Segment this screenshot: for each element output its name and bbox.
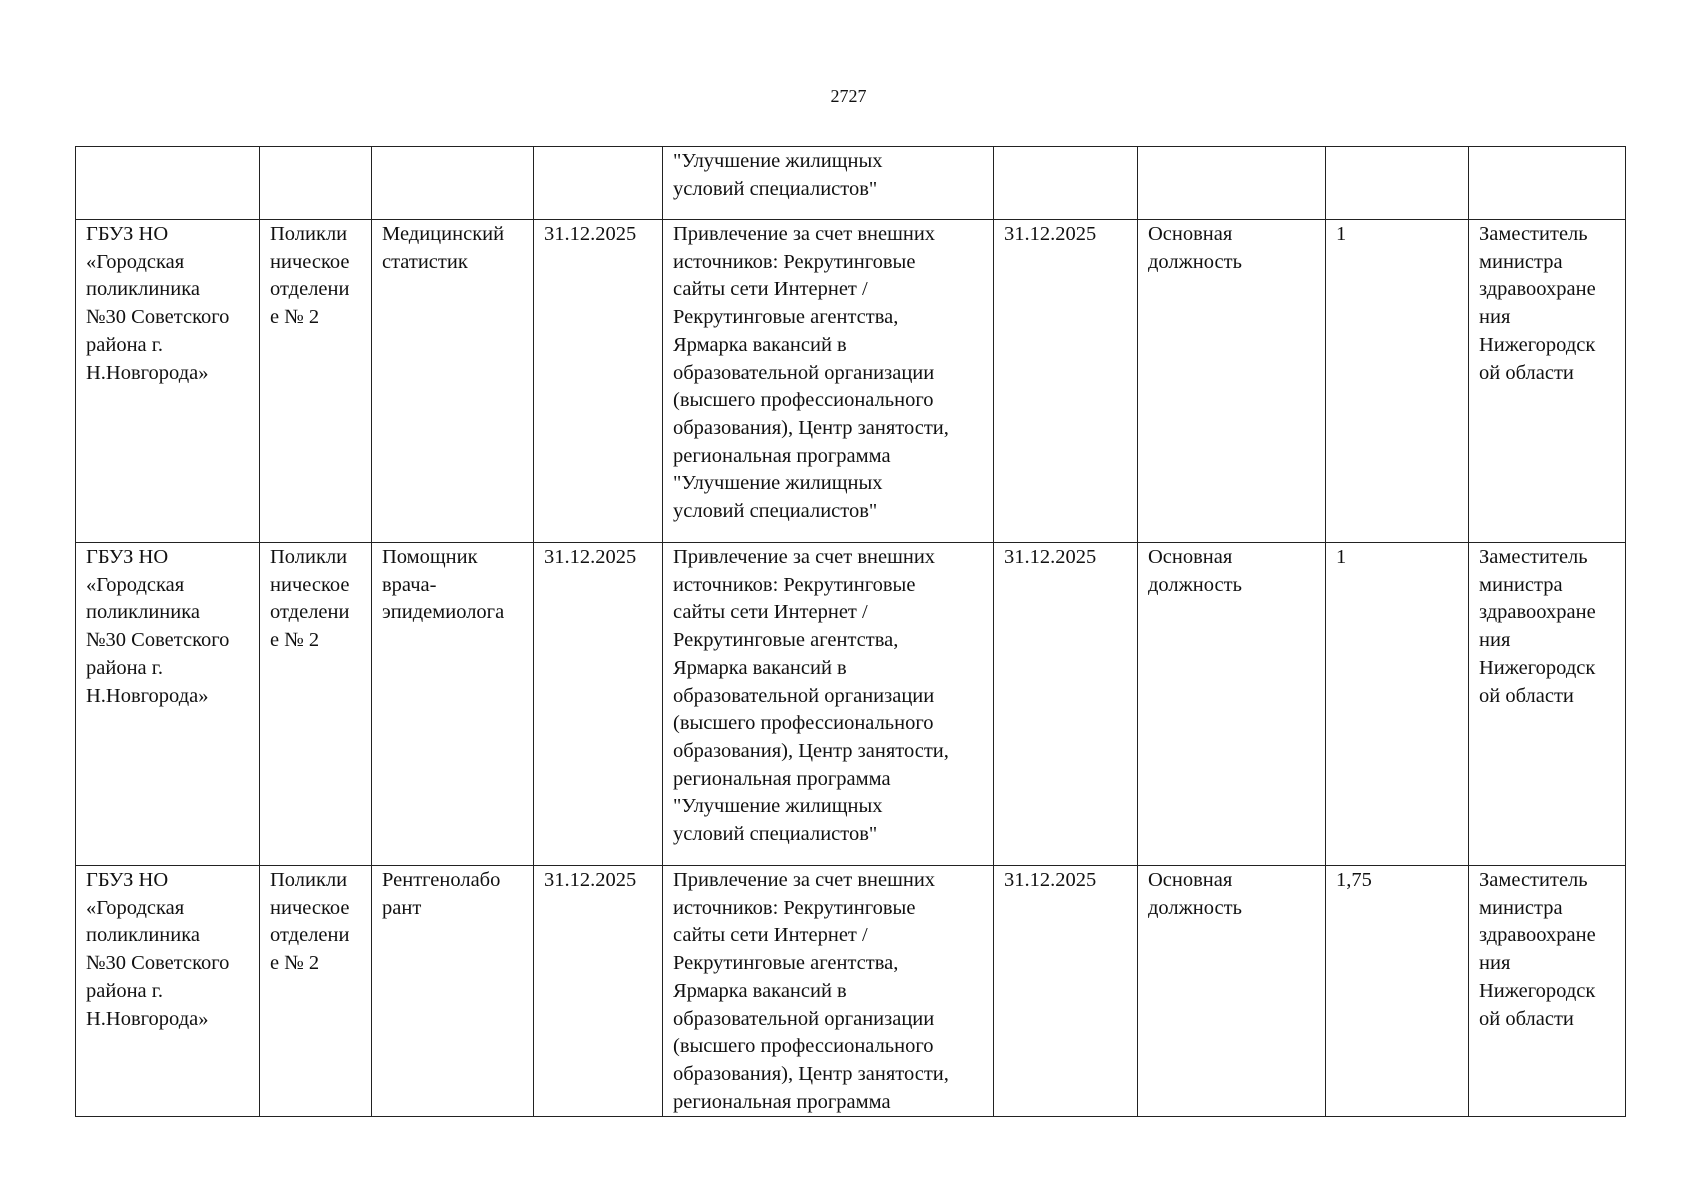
cell-position <box>372 866 534 1117</box>
cell-job-type-content <box>1148 867 1315 1116</box>
measures-line: Ярмарка вакансий в <box>673 333 847 356</box>
organization-line: района г. <box>86 333 163 356</box>
cell-date <box>994 220 1138 543</box>
responsible-line: ния <box>1479 952 1511 975</box>
measures-line: Рекрутинговые агентства, <box>673 629 899 652</box>
measures-line: региональная программа <box>673 1090 891 1113</box>
measures-line: образования), Центр занятости, <box>673 416 949 439</box>
position-line: статистик <box>382 250 468 273</box>
rate-value: 1 <box>1336 223 1347 245</box>
cell-rate-content <box>1336 867 1458 1116</box>
cell-job-type-content <box>1148 221 1315 276</box>
cell-rate-content <box>1336 221 1458 249</box>
cell-measures-content <box>673 221 983 526</box>
cell-department-content <box>270 544 361 655</box>
cell-deadline <box>534 220 663 543</box>
cell-measures-content <box>673 867 983 1116</box>
cell-responsible <box>1469 220 1626 543</box>
measures-line: сайты сети Интернет / <box>673 278 868 301</box>
organization-line: №30 Советского <box>86 306 230 329</box>
measures-line: условий специалистов" <box>673 823 878 846</box>
job-type-line: Основная <box>1148 869 1233 891</box>
responsible-line: здравоохране <box>1479 924 1596 947</box>
measures-line: Привлечение за счет внешних <box>673 223 936 245</box>
responsible-line: министра <box>1479 250 1563 273</box>
measures-line: (высшего профессионального <box>673 712 934 735</box>
measures-line: Ярмарка вакансий в <box>673 979 847 1002</box>
department-line: отделени <box>270 924 350 947</box>
responsible-line: ой области <box>1479 1007 1574 1030</box>
organization-line: ГБУЗ НО <box>86 869 169 891</box>
cell-measures <box>663 147 994 220</box>
responsible-line: Нижегородск <box>1479 656 1596 679</box>
cell-job-type <box>1138 147 1326 220</box>
position-line: Медицинский <box>382 223 505 245</box>
responsible-line: здравоохране <box>1479 601 1596 624</box>
cell-department-content <box>270 867 361 1116</box>
cell-deadline-content <box>544 544 652 572</box>
deadline-value: 31.12.2025 <box>544 546 637 568</box>
responsible-line: ой области <box>1479 361 1574 384</box>
job-type-line: должность <box>1148 250 1242 273</box>
measures-line: образовательной организации <box>673 361 935 384</box>
department-line: Поликли <box>270 869 348 891</box>
organization-line: ГБУЗ НО <box>86 223 169 245</box>
department-line: ническое <box>270 896 350 919</box>
table-row <box>76 543 1626 866</box>
cell-department <box>260 866 372 1117</box>
date-value: 31.12.2025 <box>1004 223 1097 245</box>
cell-organization-content <box>86 867 249 1116</box>
table-row-continuation <box>76 147 1626 220</box>
rate-value: 1,75 <box>1336 869 1372 891</box>
department-line: отделени <box>270 278 350 301</box>
job-type-line: Основная <box>1148 546 1233 568</box>
cell-job-type <box>1138 220 1326 543</box>
cell-deadline <box>534 866 663 1117</box>
job-type-line: должность <box>1148 573 1242 596</box>
cell-date-content <box>1004 221 1127 249</box>
cell-rate <box>1326 147 1469 220</box>
organization-line: «Городская <box>86 573 185 596</box>
organization-line: №30 Советского <box>86 952 230 975</box>
deadline-value: 31.12.2025 <box>544 223 637 245</box>
date-value: 31.12.2025 <box>1004 869 1097 891</box>
cell-measures <box>663 220 994 543</box>
measures-line: условий специалистов" <box>673 177 878 200</box>
measures-line: сайты сети Интернет / <box>673 601 868 624</box>
cell-position <box>372 147 534 220</box>
job-type-line: должность <box>1148 896 1242 919</box>
measures-line: условий специалистов" <box>673 500 878 523</box>
responsible-line: ния <box>1479 629 1511 652</box>
responsible-line: министра <box>1479 573 1563 596</box>
measures-line: сайты сети Интернет / <box>673 924 868 947</box>
responsible-line: ой области <box>1479 684 1574 707</box>
responsible-line: Заместитель <box>1479 869 1588 891</box>
cell-responsible-content <box>1479 867 1615 1116</box>
cell-job-type <box>1138 866 1326 1117</box>
position-line: Помощник <box>382 546 478 568</box>
cell-measures-content <box>673 544 983 849</box>
measures-line: Привлечение за счет внешних <box>673 546 936 568</box>
organization-line: поликлиника <box>86 924 201 947</box>
organization-line: Н.Новгорода» <box>86 684 209 707</box>
cell-responsible <box>1469 866 1626 1117</box>
measures-line: "Улучшение жилищных <box>673 472 883 495</box>
measures-line: источников: Рекрутинговые <box>673 250 916 273</box>
measures-line: Рекрутинговые агентства, <box>673 952 899 975</box>
department-line: отделени <box>270 601 350 624</box>
organization-line: поликлиника <box>86 278 201 301</box>
measures-line: региональная программа <box>673 444 891 467</box>
cell-date-content <box>1004 867 1127 1116</box>
organization-line: ГБУЗ НО <box>86 546 169 568</box>
responsible-line: ния <box>1479 306 1511 329</box>
position-line: эпидемиолога <box>382 601 505 624</box>
date-value: 31.12.2025 <box>1004 546 1097 568</box>
deadline-value: 31.12.2025 <box>544 869 637 891</box>
cell-date-content <box>1004 544 1127 572</box>
cell-deadline-content <box>544 221 652 249</box>
cell-responsible-content <box>1479 544 1615 710</box>
position-line: врача- <box>382 573 437 596</box>
cell-rate-content <box>1336 544 1458 572</box>
responsible-line: Заместитель <box>1479 546 1588 568</box>
organization-line: района г. <box>86 979 163 1002</box>
department-line: Поликли <box>270 223 348 245</box>
responsible-line: Нижегородск <box>1479 979 1596 1002</box>
department-line: Поликли <box>270 546 348 568</box>
cell-responsible-content <box>1479 221 1615 387</box>
position-line: Рентгенолабо <box>382 869 501 891</box>
responsible-line: Нижегородск <box>1479 333 1596 356</box>
organization-line: «Городская <box>86 250 185 273</box>
organization-line: поликлиника <box>86 601 201 624</box>
department-line: е № 2 <box>270 629 320 652</box>
cell-organization <box>76 543 260 866</box>
responsible-line: Заместитель <box>1479 223 1588 245</box>
cell-deadline <box>534 147 663 220</box>
cell-job-type-content <box>1148 544 1315 599</box>
table-row <box>76 220 1626 543</box>
measures-line: "Улучшение жилищных <box>673 795 883 818</box>
cell-position <box>372 543 534 866</box>
responsible-line: министра <box>1479 896 1563 919</box>
cell-date <box>994 543 1138 866</box>
cell-rate <box>1326 866 1469 1117</box>
department-line: е № 2 <box>270 306 320 329</box>
measures-line: (высшего профессионального <box>673 1035 934 1058</box>
cell-organization <box>76 147 260 220</box>
organization-line: Н.Новгорода» <box>86 1007 209 1030</box>
measures-line: (высшего профессионального <box>673 389 934 412</box>
cell-department <box>260 543 372 866</box>
cell-measures <box>663 543 994 866</box>
rate-value: 1 <box>1336 546 1347 568</box>
measures-line: образовательной организации <box>673 1007 935 1030</box>
cell-date <box>994 866 1138 1117</box>
staffing-table <box>75 146 1626 1117</box>
organization-line: района г. <box>86 656 163 679</box>
cell-deadline <box>534 543 663 866</box>
cell-organization <box>76 866 260 1117</box>
cell-department <box>260 147 372 220</box>
department-line: ническое <box>270 573 350 596</box>
cell-measures <box>663 866 994 1117</box>
organization-line: №30 Советского <box>86 629 230 652</box>
department-line: ническое <box>270 250 350 273</box>
department-line: е № 2 <box>270 952 320 975</box>
cell-position-content <box>382 221 523 276</box>
table-row <box>76 866 1626 1117</box>
measures-line: образовательной организации <box>673 684 935 707</box>
page-number: 2727 <box>830 86 867 106</box>
measures-line: источников: Рекрутинговые <box>673 896 916 919</box>
cell-position-content <box>382 544 523 627</box>
cell-position <box>372 220 534 543</box>
position-line: рант <box>382 896 422 919</box>
cell-job-type <box>1138 543 1326 866</box>
cell-rate <box>1326 220 1469 543</box>
measures-line: Ярмарка вакансий в <box>673 656 847 679</box>
measures-line: "Улучшение жилищных <box>673 150 883 172</box>
measures-line: Рекрутинговые агентства, <box>673 306 899 329</box>
measures-line: образования), Центр занятости, <box>673 1062 949 1085</box>
organization-line: Н.Новгорода» <box>86 361 209 384</box>
measures-line: образования), Центр занятости, <box>673 739 949 762</box>
cell-organization <box>76 220 260 543</box>
measures-line: Привлечение за счет внешних <box>673 869 936 891</box>
cell-deadline-content <box>544 867 652 1116</box>
cell-date <box>994 147 1138 220</box>
measures-line: региональная программа <box>673 767 891 790</box>
cell-organization-content <box>86 544 249 710</box>
cell-responsible <box>1469 543 1626 866</box>
job-type-line: Основная <box>1148 223 1233 245</box>
cell-department-content <box>270 221 361 332</box>
responsible-line: здравоохране <box>1479 278 1596 301</box>
measures-line: источников: Рекрутинговые <box>673 573 916 596</box>
cell-organization-content <box>86 221 249 387</box>
cell-responsible <box>1469 147 1626 220</box>
cell-rate <box>1326 543 1469 866</box>
cell-department <box>260 220 372 543</box>
cell-position-content <box>382 867 523 1116</box>
organization-line: «Городская <box>86 896 185 919</box>
